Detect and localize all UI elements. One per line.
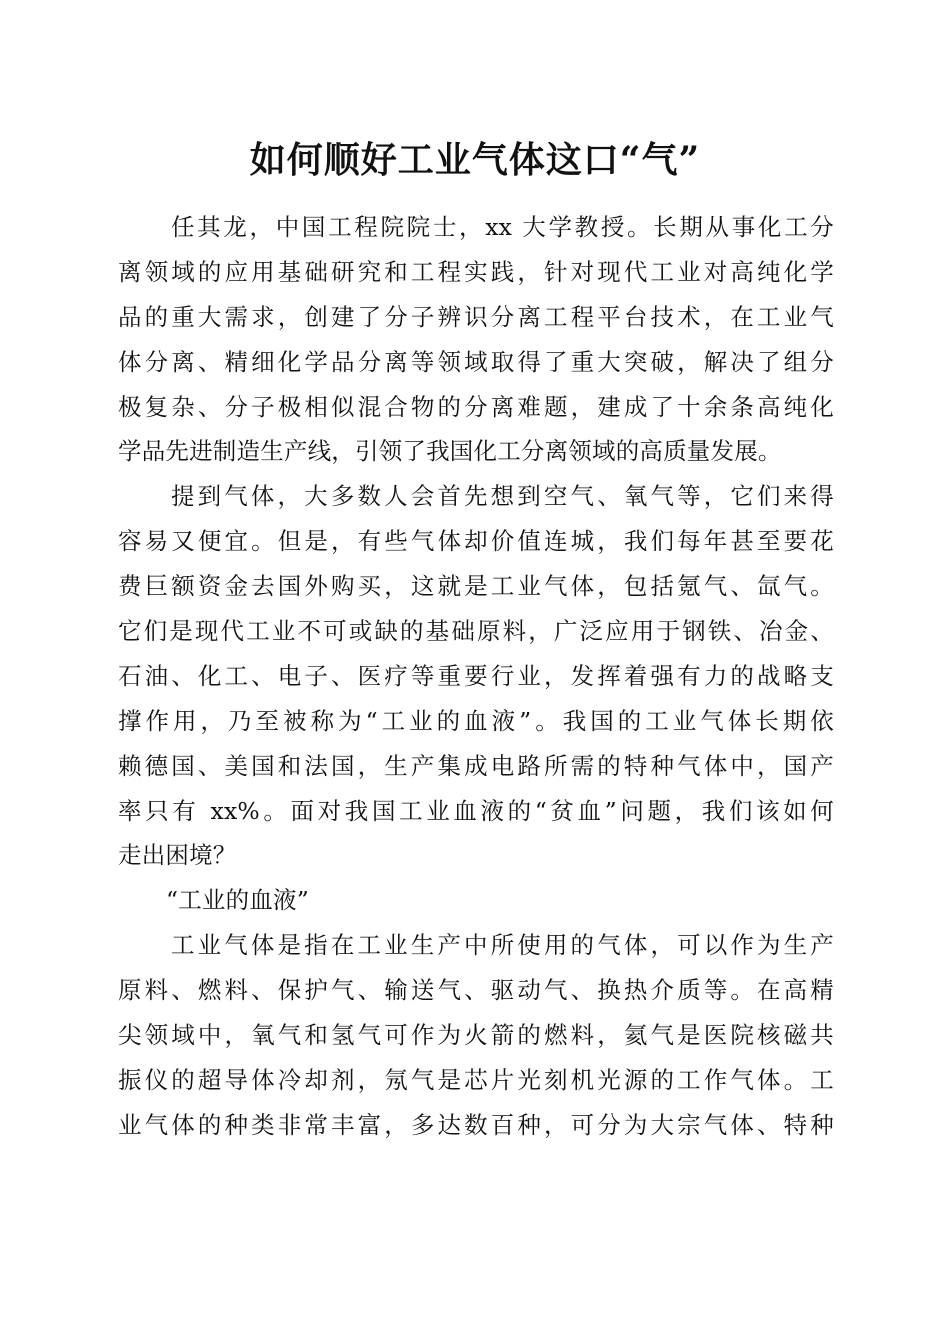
text-line: 离领域的应用基础研究和工程实践，针对现代工业对高纯化学 [118,257,834,286]
text-line: 撑作用，乃至被称为“工业的血液”。我国的工业气体长期依 [118,706,834,735]
text-line: 体分离、精细化学品分离等领域取得了重大突破，解决了组分 [118,347,834,376]
text-line: 振仪的超导体冷却剂，氖气是芯片光刻机光源的工作气体。工 [118,1065,834,1094]
text-line: 学品先进制造生产线，引领了我国化工分离领域的高质量发展。 [118,437,782,466]
text-line: 费巨额资金去国外购买，这就是工业气体，包括氪气、氙气。 [118,572,834,601]
text-line: 原料、燃料、保护气、输送气、驱动气、换热介质等。在高精 [118,976,834,1005]
article-body [118,205,834,1148]
text-line: 业气体的种类非常丰富，多达数百种，可分为大宗气体、特种 [118,1110,834,1139]
text-line: 率只有 xx%。面对我国工业血液的“贫血”问题，我们该如何 [118,796,834,825]
text-line: 尖领域中，氧气和氢气可作为火箭的燃料，氦气是医院核磁共 [118,1021,834,1050]
text-line: 石油、化工、电子、医疗等重要行业，发挥着强有力的战略支 [118,661,834,690]
text-line: 容易又便宜。但是，有些气体却价值连城，我们每年甚至要花 [118,527,834,556]
text-line: 走出困境？ [118,841,237,870]
text-line: 它们是现代工业不可或缺的基础原料，广泛应用于钢铁、冶金、 [118,617,834,646]
text-line: 品的重大需求，创建了分子辨识分离工程平台技术，在工业气 [118,302,834,331]
text-line: 任其龙，中国工程院院士，xx 大学教授。长期从事化工分 [171,213,834,241]
section-heading: “工业的血液” [166,886,309,915]
text-line: 提到气体，大多数人会首先想到空气、氧气等，它们来得 [171,482,834,511]
text-line: 工业气体是指在工业生产中所使用的气体，可以作为生产 [171,931,834,960]
text-line: 极复杂、分子极相似混合物的分离难题，建成了十余条高纯化 [118,392,834,421]
article-title: 如何顺好工业气体这口“气” [249,139,701,181]
text-line: 赖德国、美国和法国，生产集成电路所需的特种气体中，国产 [118,751,834,780]
